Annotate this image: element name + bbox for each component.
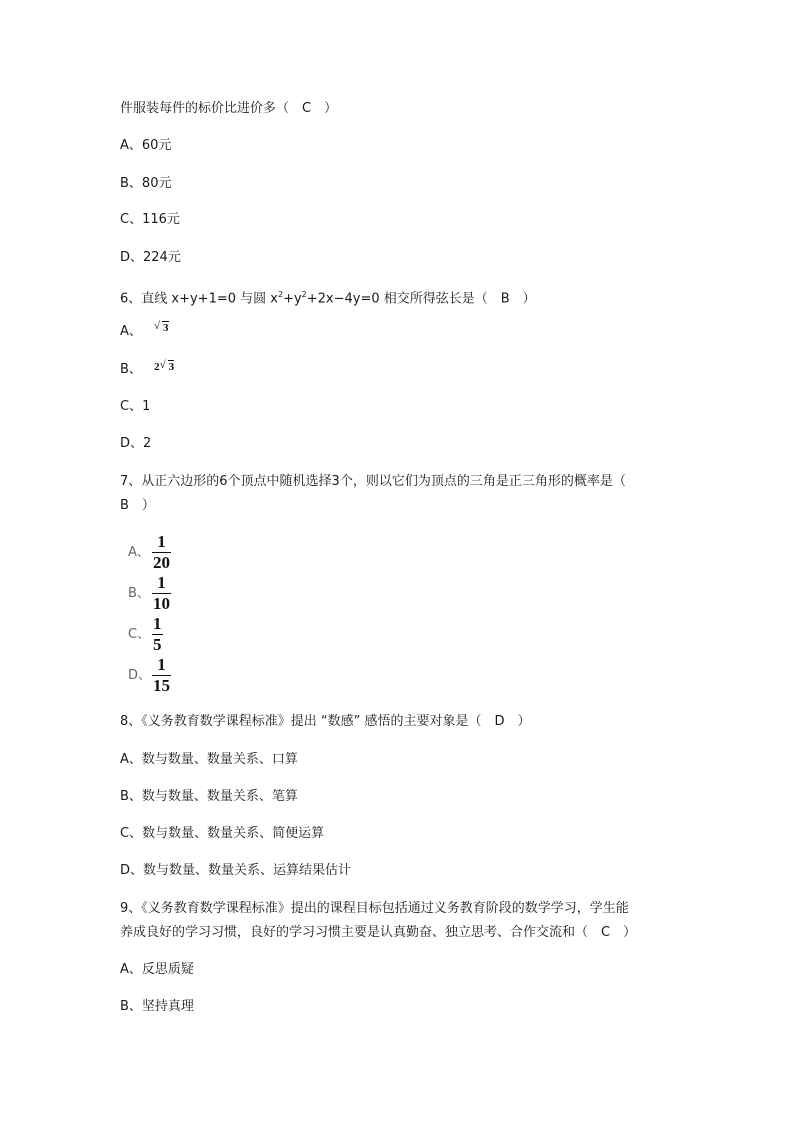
fraction-numerator: 1 — [157, 573, 166, 592]
q5-option-d: D、224元 — [120, 250, 181, 265]
q6-option-b-radicand: 3 — [168, 361, 175, 373]
q8-option-a: A、数与数量、数量关系、口算 — [120, 752, 298, 767]
q6-stem-mid: +y — [283, 291, 302, 307]
sqrt-expression — [154, 320, 169, 336]
q7-option-c-label: C、 — [128, 627, 151, 642]
q6-sup-1: 2 — [277, 290, 284, 299]
q6-stem-prefix: 6、直线 x+y+1=0 与圆 x — [120, 291, 278, 307]
q8-option-c: C、数与数量、数量关系、简便运算 — [120, 826, 325, 841]
q6-option-a-label: A、 — [120, 324, 142, 339]
q6-sup-2: 2 — [301, 290, 307, 299]
q9-stem-line-1: 9、《义务教育数学课程标准》提出的课程目标包括通过义务教育阶段的数学学习，学生能 — [120, 901, 629, 916]
q5-option-b: B、80元 — [120, 176, 172, 191]
sqrt-expression — [160, 359, 175, 375]
q7-option-a-label: A、 — [128, 545, 150, 560]
q6-stem — [120, 287, 536, 307]
q9-option-b: B、坚持真理 — [120, 999, 194, 1014]
q7-stem-line-1: 7、从正六边形的6个顶点中随机选择3个，则以它们为顶点的三角是正三角形的概率是（ — [120, 474, 626, 489]
radical-sign-icon: √ — [154, 320, 161, 332]
fraction — [152, 533, 171, 572]
fraction — [152, 574, 171, 613]
fraction-denominator: 5 — [153, 635, 162, 654]
q7-option-b-label: B、 — [128, 586, 150, 601]
radical-sign-icon: √ — [159, 359, 166, 371]
fraction-numerator: 1 — [157, 655, 166, 674]
q6-option-b — [120, 359, 175, 378]
q5-option-a: A、60元 — [120, 138, 172, 153]
q5-option-c: C、116元 — [120, 212, 180, 227]
fraction-numerator: 1 — [157, 532, 166, 551]
fraction-denominator: 20 — [153, 553, 170, 572]
fraction-denominator: 15 — [153, 676, 170, 695]
fraction-numerator: 1 — [153, 614, 162, 633]
q7-option-d-label: D、 — [128, 668, 152, 683]
fraction — [152, 615, 163, 654]
q9-option-a: A、反思质疑 — [120, 962, 194, 977]
q8-option-d: D、数与数量、数量关系、运算结果估计 — [120, 863, 352, 878]
q6-option-a-radicand: 3 — [163, 322, 169, 334]
q6-option-b-label: B、 — [120, 362, 142, 377]
q8-stem: 8、《义务教育数学课程标准》提出 “数感” 感悟的主要对象是（ D ） — [120, 714, 531, 729]
q6-option-d: D、2 — [120, 436, 152, 451]
q6-option-a — [120, 320, 169, 340]
fraction — [152, 656, 171, 695]
q8-option-b: B、数与数量、数量关系、笔算 — [120, 789, 298, 804]
q6-stem-suffix: +2x−4y=0 相交所得弦长是（ B ） — [306, 291, 536, 307]
q9-stem-line-2: 养成良好的学习习惯，良好的学习习惯主要是认真勤奋、独立思考、合作交流和（ C ） — [120, 925, 637, 940]
q6-option-b-coef: 2 — [154, 361, 160, 373]
fraction-denominator: 10 — [153, 594, 170, 613]
q6-option-c: C、1 — [120, 399, 151, 414]
q7-stem-line-2: B ） — [120, 498, 155, 513]
q5-stem: 件服装每件的标价比进价多（ C ） — [120, 101, 338, 116]
